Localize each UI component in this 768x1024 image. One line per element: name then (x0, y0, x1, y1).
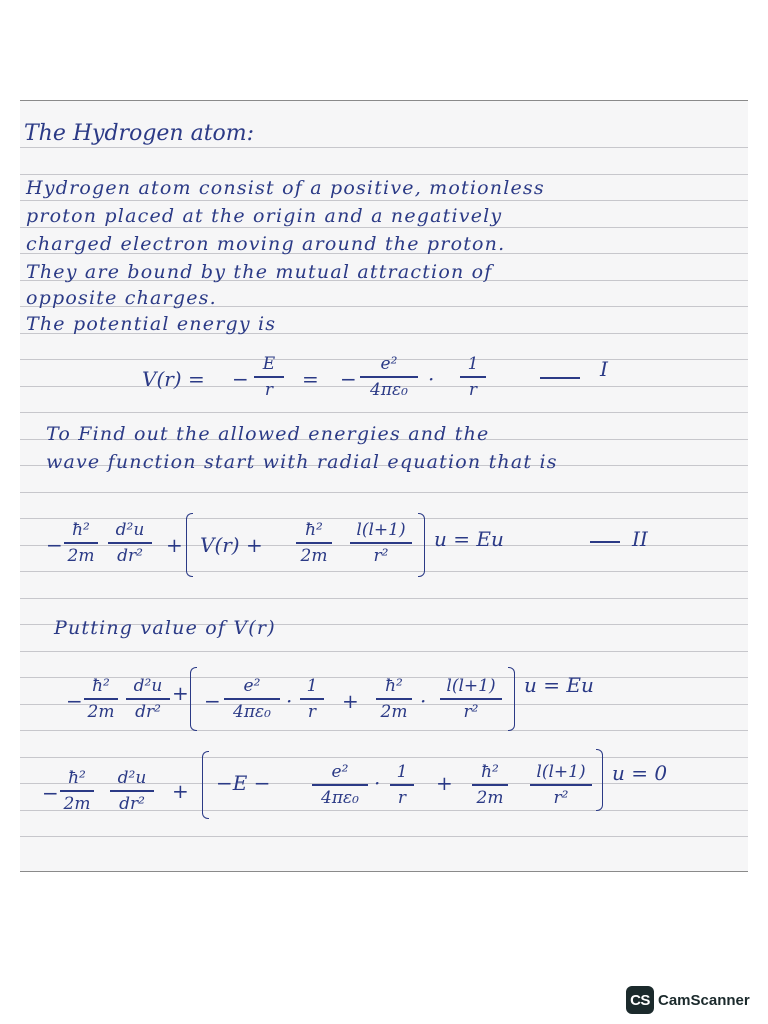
eq2-left-bracket (186, 513, 193, 577)
ruled-line (20, 227, 748, 228)
eq2-right-bracket (418, 513, 425, 577)
notebook-page (20, 100, 748, 872)
eq1-fraction-1-over-r: 1 r (460, 353, 486, 401)
eq1-minus: − (232, 367, 249, 391)
eq1-fraction-e-over-r: E r (254, 353, 284, 401)
eq4-fraction-d2u-over-dr2: d²u dr² (110, 767, 154, 815)
eq4-fraction-1-over-r: 1 r (390, 761, 414, 809)
paragraph-line-6: The potential energy is (26, 313, 277, 335)
eq2-fraction-hbar2-over-2m: ħ² 2m (64, 519, 98, 567)
eq3-rhs: u = Eu (524, 673, 594, 697)
paragraph-line-1: Hydrogen atom consist of a positive, motionless (26, 177, 545, 199)
eq3-inner-minus: − (204, 689, 221, 713)
eq4-minus: − (42, 781, 59, 805)
eq4-fraction-hbar2-over-2m: ħ² 2m (60, 767, 94, 815)
eq4-plus-2: + (436, 771, 453, 795)
camscanner-name: CamScanner (658, 991, 750, 1009)
eq3-plus: + (172, 681, 189, 705)
paragraph-line-5: opposite charges. (26, 287, 217, 309)
eq1-fraction-e2-over-4pi-eps: e² 4πε₀ (360, 353, 418, 401)
eq4-right-bracket (596, 749, 603, 811)
putting-value-text: Putting value of V(r) (54, 617, 276, 639)
eq3-fraction-hbar2-over-2m-inner: ħ² 2m (376, 675, 412, 723)
page-title: The Hydrogen atom: (24, 121, 255, 146)
ruled-line (20, 757, 748, 758)
eq2-minus: − (46, 533, 63, 557)
ruled-line (20, 147, 748, 148)
ruled-line (20, 651, 748, 652)
find-text-line-1: To Find out the allowed energies and the (46, 423, 490, 445)
camscanner-logo-icon: CS (626, 986, 654, 1014)
eq3-fraction-hbar2-over-2m: ħ² 2m (84, 675, 118, 723)
eq2-label: II (632, 527, 648, 551)
ruled-line (20, 598, 748, 599)
eq4-rhs: u = 0 (612, 761, 668, 785)
eq2-label-dash (590, 541, 620, 543)
eq1-label-dash (540, 377, 580, 379)
eq2-fraction-hbar2-over-2m-inner: ħ² 2m (296, 519, 332, 567)
eq3-fraction-l-over-r2: l(l+1) r² (440, 675, 502, 723)
eq4-plus: + (172, 779, 189, 803)
eq3-fraction-1-over-r: 1 r (300, 675, 324, 723)
camscanner-watermark (626, 986, 750, 1014)
paragraph-line-2: proton placed at the origin and a negatively (26, 205, 503, 227)
eq2-plus: + (166, 533, 183, 557)
eq4-fraction-hbar2-over-2m-inner: ħ² 2m (472, 761, 508, 809)
eq3-left-bracket (190, 667, 197, 731)
eq3-plus-2: + (342, 689, 359, 713)
eq3-right-bracket (508, 667, 515, 731)
ruled-line (20, 571, 748, 572)
ruled-line (20, 492, 748, 493)
eq2-inner-a: V(r) + (200, 533, 263, 557)
eq3-dot-1: · (286, 689, 293, 713)
ruled-line (20, 174, 748, 175)
eq1-equals: = (302, 367, 319, 391)
eq4-fraction-l-over-r2: l(l+1) r² (530, 761, 592, 809)
eq1-lhs: V(r) = (142, 367, 205, 391)
eq3-fraction-d2u-over-dr2: d²u dr² (126, 675, 170, 723)
eq2-fraction-l-over-r2: l(l+1) r² (350, 519, 412, 567)
eq1-minus-2: − (340, 367, 357, 391)
paragraph-line-4: They are bound by the mutual attraction of (26, 261, 493, 283)
eq4-dot: · (374, 771, 381, 795)
eq1-label: I (600, 357, 608, 381)
ruled-line (20, 412, 748, 413)
paragraph-line-3: charged electron moving around the proton. (26, 233, 506, 255)
eq4-inner-a: −E − (216, 771, 271, 795)
eq4-left-bracket (202, 751, 209, 819)
ruled-line (20, 730, 748, 731)
eq2-fraction-d2u-over-dr2: d²u dr² (108, 519, 152, 567)
eq2-rhs: u = Eu (434, 527, 504, 551)
eq3-fraction-e2-over-4pi-eps: e² 4πε₀ (224, 675, 280, 723)
eq3-minus: − (66, 689, 83, 713)
ruled-line (20, 836, 748, 837)
eq1-dot: · (428, 367, 435, 391)
eq4-fraction-e2-over-4pi-eps: e² 4πε₀ (312, 761, 368, 809)
eq3-dot-2: · (420, 689, 427, 713)
find-text-line-2: wave function start with radial equation that is (46, 451, 558, 473)
ruled-line (20, 200, 748, 201)
